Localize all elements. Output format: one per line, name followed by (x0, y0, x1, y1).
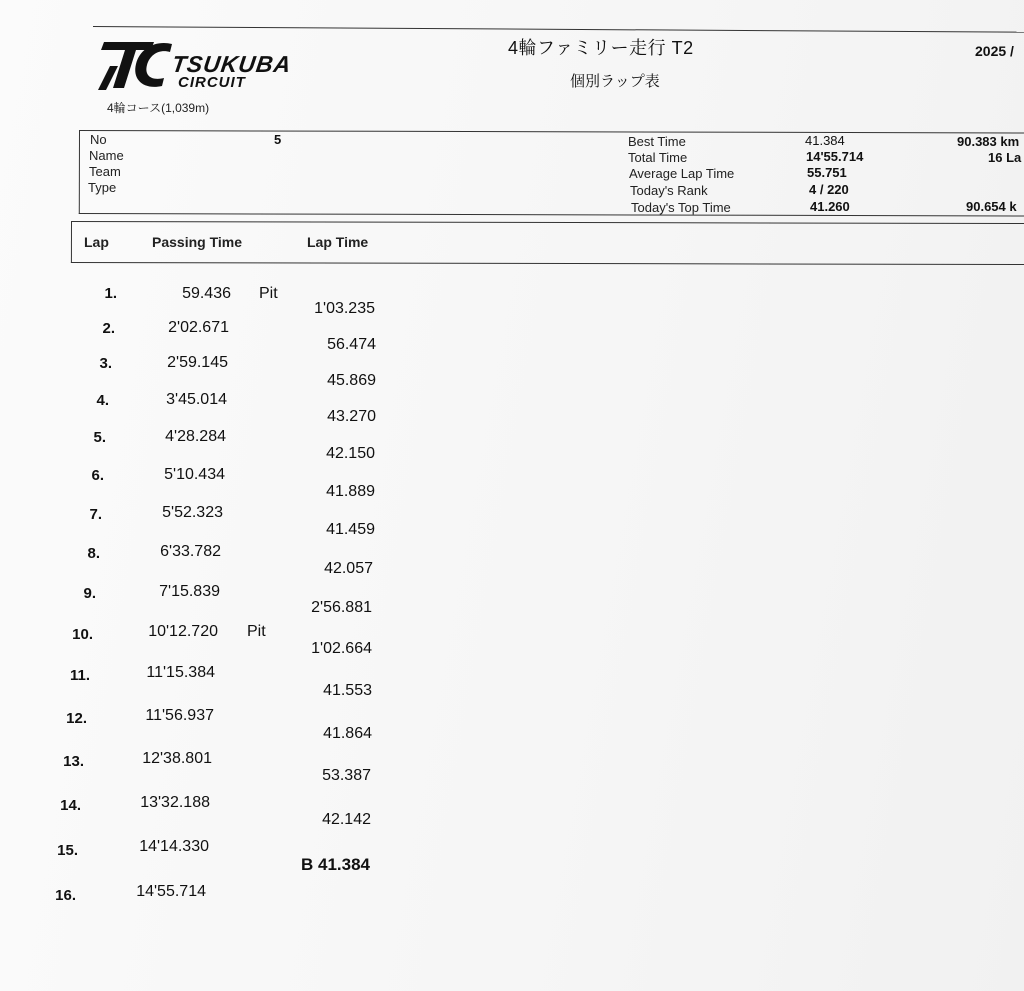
lap-time: 42.057 (324, 560, 373, 577)
passing-time: 10'12.720 (148, 623, 218, 640)
report-date: 2025 / (975, 43, 1014, 59)
lap-number: 1. (104, 285, 117, 302)
avg-lap-value: 55.751 (807, 165, 847, 180)
passing-time: 2'02.671 (168, 319, 229, 336)
col-laptime-header: Lap Time (307, 234, 369, 250)
lap-number: 6. (91, 467, 104, 484)
avg-lap-label: Average Lap Time (629, 166, 735, 181)
tsukuba-circuit-logo (96, 38, 346, 94)
driver-info-box (79, 130, 1024, 217)
lap-number: 15. (57, 842, 78, 859)
today-rank-label: Today's Rank (630, 183, 708, 198)
lap-time: 1'03.235 (314, 300, 375, 317)
lap-number: 4. (96, 392, 109, 409)
total-laps-value: 16 La (988, 150, 1022, 165)
lap-number: 10. (72, 626, 93, 643)
today-top-label: Today's Top Time (631, 200, 731, 215)
lap-time: 2'56.881 (311, 599, 372, 616)
passing-time: 5'10.434 (164, 466, 225, 483)
lap-number: 8. (87, 545, 100, 562)
report-subtitle: 個別ラップ表 (570, 73, 660, 90)
lap-number: 16. (55, 887, 76, 904)
team-label: Team (89, 164, 121, 179)
tc-logo-icon (96, 38, 176, 94)
passing-time: 5'52.323 (162, 504, 223, 521)
lap-time: 1'02.664 (311, 640, 372, 657)
session-title: 4輪ファミリー走行 T2 (508, 38, 694, 58)
name-label: Name (89, 148, 124, 163)
lap-number: 12. (66, 710, 87, 727)
type-label: Type (88, 180, 117, 195)
lap-time: 41.553 (323, 682, 372, 699)
course-label: 4輪コース(1,039m) (107, 101, 210, 115)
today-rank-value: 4 / 220 (809, 182, 849, 197)
lap-time: B 41.384 (301, 855, 370, 874)
passing-time: 14'55.714 (136, 883, 206, 900)
best-speed-value: 90.383 km (957, 134, 1020, 149)
passing-time: 12'38.801 (142, 750, 212, 767)
passing-time: 3'45.014 (166, 391, 227, 408)
passing-time: 59.436 (182, 285, 231, 302)
lap-number: 2. (102, 320, 115, 337)
lap-time: 41.889 (326, 483, 375, 500)
lap-number: 3. (99, 355, 112, 372)
passing-time: 4'28.284 (165, 428, 226, 445)
lap-number: 11. (69, 667, 90, 684)
passing-time: 2'59.145 (167, 354, 228, 371)
lap-time: 43.270 (327, 408, 376, 425)
passing-time: 11'56.937 (145, 707, 214, 724)
lap-time: 53.387 (322, 767, 371, 784)
logo-tsukuba-text: TSUKUBA (170, 51, 294, 77)
lap-time: 41.459 (326, 521, 375, 538)
total-time-value: 14'55.714 (806, 149, 864, 164)
lap-number: 14. (60, 797, 81, 814)
best-time-label: Best Time (628, 134, 686, 149)
lap-time: 41.864 (323, 725, 372, 742)
top-rule (93, 26, 1024, 33)
best-time-value: 41.384 (805, 133, 845, 148)
pit-marker: Pit (259, 285, 278, 302)
passing-time: 14'14.330 (139, 838, 209, 855)
logo-circuit-text: CIRCUIT (178, 74, 246, 91)
lap-time: 45.869 (327, 372, 376, 389)
passing-time: 13'32.188 (140, 794, 210, 811)
lap-number: 9. (83, 585, 96, 602)
lap-time: 56.474 (327, 336, 376, 353)
passing-time: 11'15.384 (146, 664, 215, 681)
col-passing-header: Passing Time (152, 234, 243, 250)
no-label: No (90, 132, 107, 147)
total-time-label: Total Time (628, 150, 688, 165)
today-top-value: 41.260 (810, 199, 850, 214)
lap-time: 42.150 (326, 445, 375, 462)
passing-time: 6'33.782 (160, 543, 221, 560)
lap-number: 7. (89, 506, 102, 523)
pit-marker: Pit (247, 623, 266, 640)
no-value: 5 (274, 132, 282, 147)
passing-time: 7'15.839 (159, 583, 220, 600)
today-top-speed: 90.654 k (966, 199, 1017, 214)
lap-number: 5. (93, 429, 106, 446)
lap-time: 42.142 (322, 811, 371, 828)
lap-number: 13. (63, 753, 84, 770)
col-lap-header: Lap (84, 234, 109, 250)
